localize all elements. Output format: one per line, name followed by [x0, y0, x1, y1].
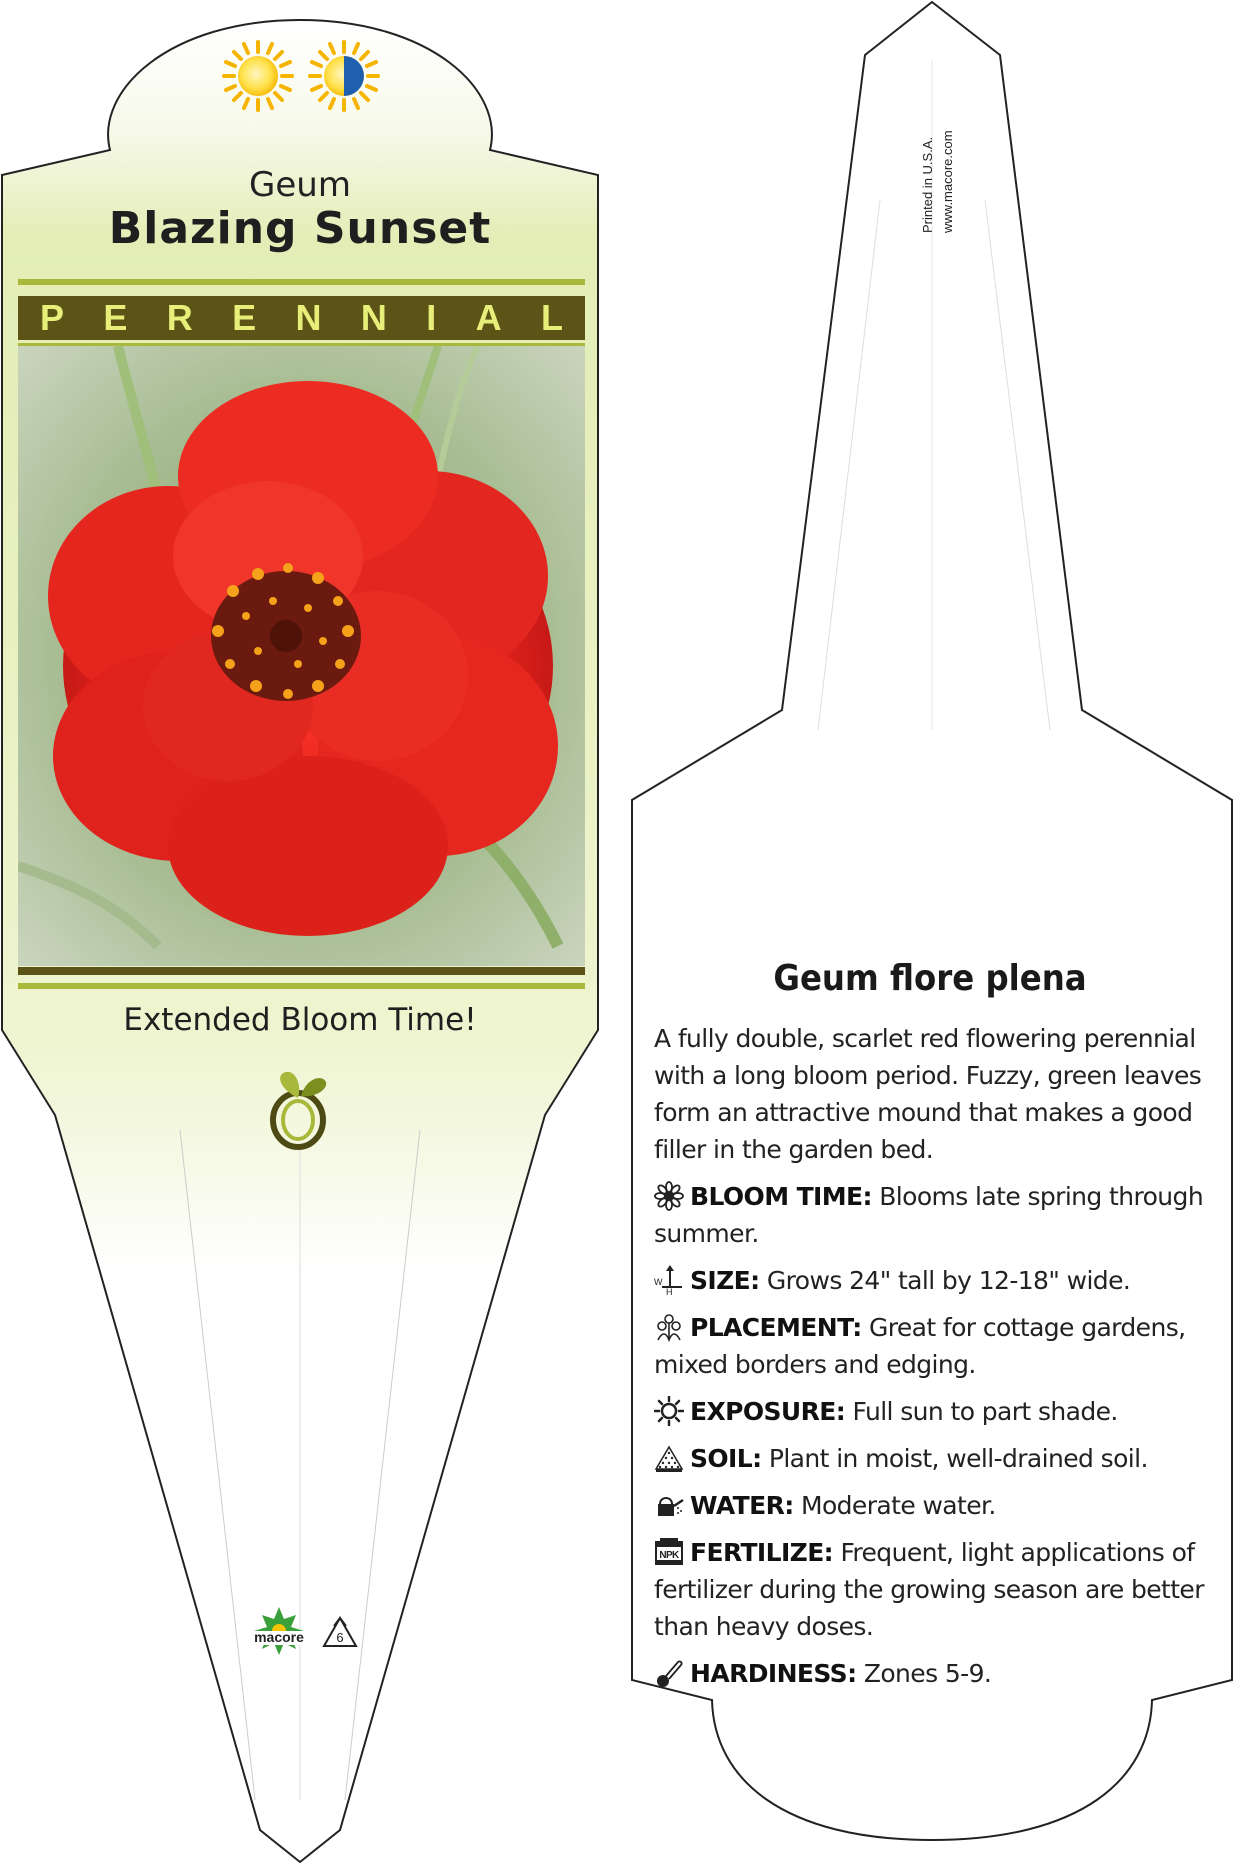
- thermometer-icon: [654, 1658, 684, 1688]
- placement-icon: [654, 1312, 684, 1342]
- category-letter: A: [475, 297, 502, 338]
- attribute-label: SOIL:: [690, 1444, 762, 1473]
- size-icon: [654, 1265, 684, 1295]
- category-letter: N: [360, 297, 387, 338]
- category-letter: I: [426, 297, 437, 338]
- size-icon-h: H: [666, 1287, 672, 1295]
- flower-photo: [18, 346, 585, 966]
- attribute-size: [654, 1262, 1214, 1299]
- category-letter: L: [540, 297, 563, 338]
- care-info: [654, 1020, 1214, 1702]
- soil-icon: [654, 1443, 684, 1473]
- description: A fully double, scarlet red flowering perennial with a long bloom period. Fuzzy, green leaves form an attractive mound that makes a good filler in the garden bed.: [654, 1024, 1202, 1164]
- plant-cultivar-name: Blazing Sunset: [108, 203, 492, 254]
- attribute-text: Great for cottage gardens, mixed borders and edging.: [654, 1313, 1186, 1379]
- attribute-water: [654, 1487, 1214, 1524]
- category-letter: E: [103, 297, 128, 338]
- attribute-placement: [654, 1309, 1214, 1383]
- tagline: Extended Bloom Time!: [123, 1002, 477, 1038]
- botanical-name: Geum flore plena: [773, 958, 1087, 999]
- attribute-hardiness: [654, 1655, 1214, 1692]
- category-letter: N: [295, 297, 322, 338]
- attribute-label: FERTILIZE:: [690, 1538, 834, 1567]
- attribute-fertilize: [654, 1534, 1214, 1645]
- recycle-code: 6: [336, 1630, 344, 1645]
- attribute-label: BLOOM TIME:: [690, 1182, 872, 1211]
- attribute-text: Moderate water.: [801, 1491, 996, 1520]
- npk-text: NPK: [659, 1550, 679, 1561]
- attribute-text: Grows 24" tall by 12-18" wide.: [766, 1266, 1131, 1295]
- category-letter: E: [232, 297, 257, 338]
- full-sun-icon: [222, 40, 294, 112]
- plant-genus: Geum: [249, 165, 351, 205]
- macore-logo-text: macore: [254, 1629, 304, 1645]
- category-label: [18, 296, 585, 340]
- watering-can-icon: [654, 1490, 684, 1520]
- sprout-logo-icon: [268, 1068, 332, 1152]
- attribute-exposure: [654, 1393, 1214, 1430]
- attribute-bloom-time: [654, 1178, 1214, 1252]
- npk-icon: [654, 1537, 684, 1567]
- attribute-label: PLACEMENT:: [690, 1313, 862, 1342]
- size-icon-w: W: [654, 1277, 662, 1287]
- attribute-text: Plant in moist, well-drained soil.: [768, 1444, 1148, 1473]
- attribute-text: Blooms late spring through summer.: [654, 1182, 1204, 1248]
- category-letter: R: [166, 297, 193, 338]
- attribute-label: WATER:: [690, 1491, 794, 1520]
- attribute-soil: [654, 1440, 1214, 1477]
- attribute-label: EXPOSURE:: [690, 1397, 846, 1426]
- attribute-text: Full sun to part shade.: [852, 1397, 1118, 1426]
- attribute-label: HARDINESS:: [690, 1659, 857, 1688]
- printed-info: [898, 95, 958, 245]
- attribute-label: SIZE:: [690, 1266, 760, 1295]
- part-sun-icon: [308, 40, 380, 112]
- flower-icon: [654, 1181, 684, 1211]
- sun-icon: [654, 1396, 684, 1426]
- recycle-icon: [320, 1614, 360, 1654]
- attribute-text: Frequent, light applications of fertilizer during the growing season are better than heavy doses.: [654, 1538, 1204, 1641]
- attribute-text: Zones 5-9.: [863, 1659, 992, 1688]
- website-text: www.macore.com: [940, 130, 955, 233]
- printed-in-text: Printed in U.S.A.: [920, 136, 935, 233]
- category-letter: P: [40, 297, 65, 338]
- macore-logo-icon: [244, 1605, 314, 1665]
